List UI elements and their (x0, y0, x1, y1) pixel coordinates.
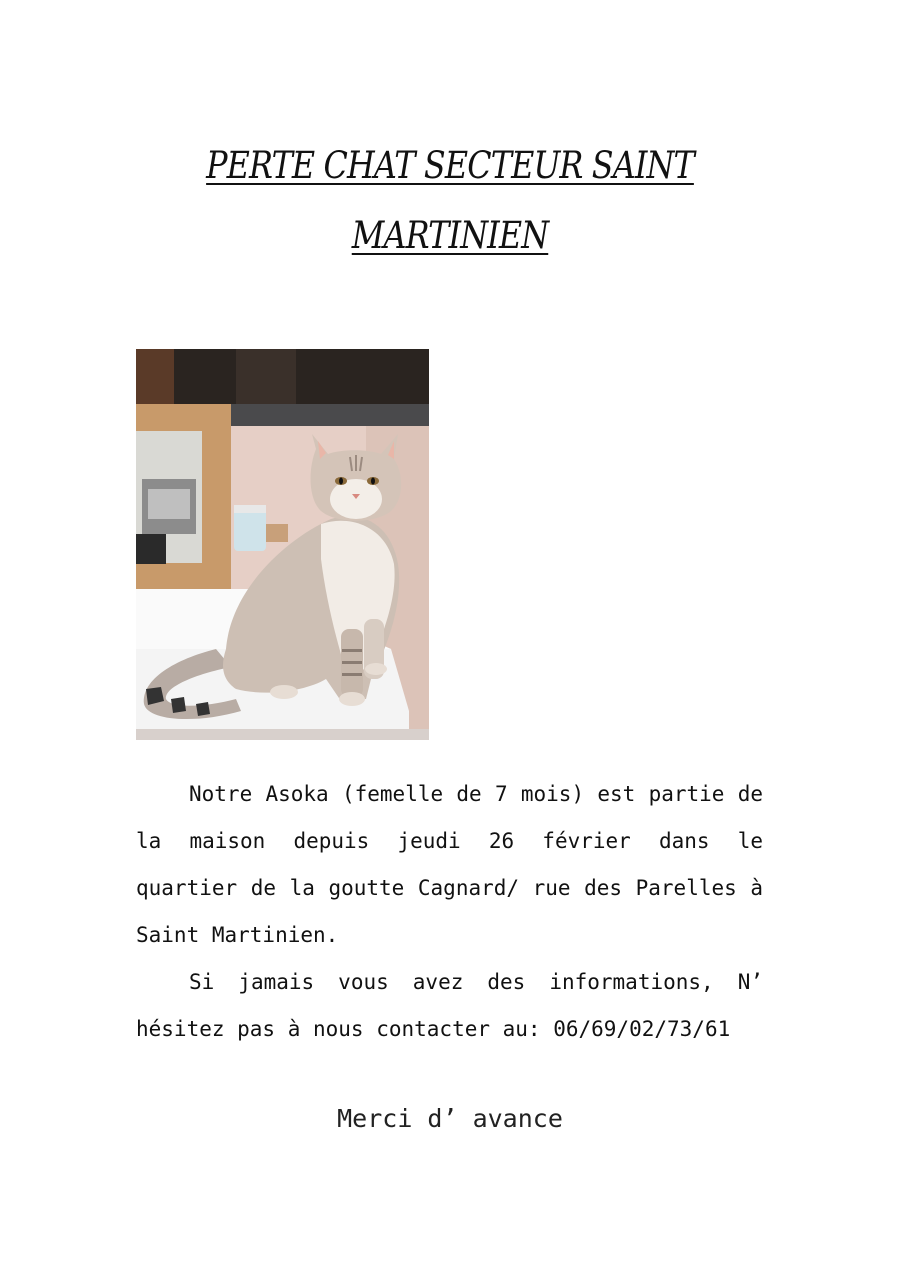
title-text-line-1: PERTE CHAT SECTEUR SAINT (206, 144, 694, 187)
cat-photo (136, 349, 429, 740)
page-title-line-2 (63, 214, 837, 257)
page-title-line-1 (63, 144, 837, 187)
title-text-line-2: MARTINIEN (351, 214, 549, 257)
description-paragraph: Notre Asoka (femelle de 7 mois) est partie de la maison depuis jeudi 26 février dans le quartier de la goutte Cagnard/ rue des Parelles à Saint Martinien. (136, 782, 763, 947)
closing-thanks: Merci d’ avance (337, 1104, 563, 1133)
contact-paragraph: Si jamais vous avez des informations, N’ hésitez pas à nous contacter au: 06/69/02/73/61 (136, 970, 763, 1041)
